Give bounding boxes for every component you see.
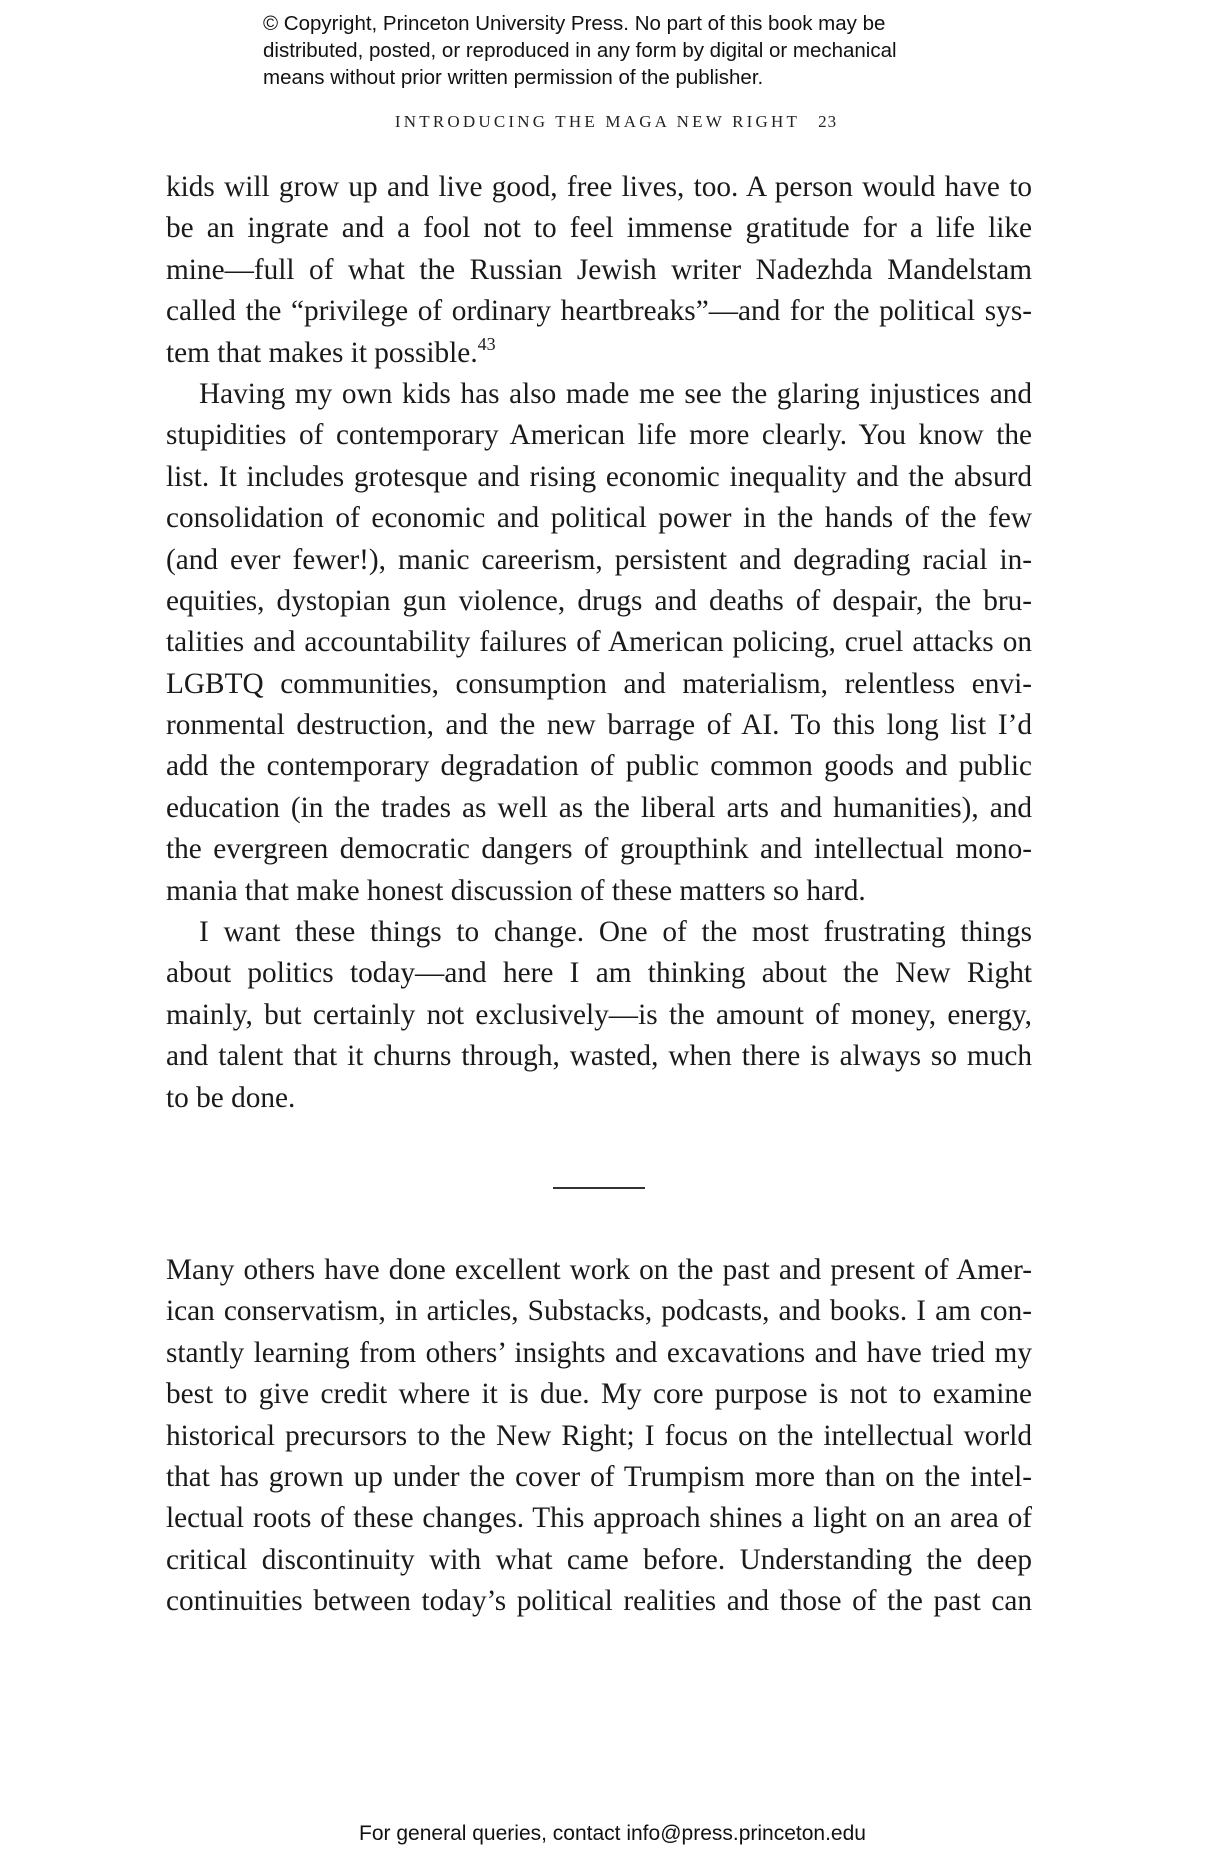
text-line: continuities between today’s political realities and those of the past can <box>166 1585 1032 1618</box>
text-line: historical precursors to the New Right; I focus on the intellectual world <box>166 1419 1032 1452</box>
text-line: kids will grow up and live good, free lives, too. A person would have to <box>166 171 1032 203</box>
text-line: and talent that it churns through, wasted, when there is always so much <box>166 1040 1032 1073</box>
main-text <box>166 167 1032 1119</box>
text-line: that has grown up under the cover of Trumpism more than on the intel- <box>166 1460 1032 1493</box>
text-line: be an ingrate and a fool not to feel immense gratitude for a life like <box>166 212 1032 245</box>
text-line-content: tem that makes it possible. <box>166 336 478 369</box>
text-line: about politics today—and here I am thinking about the New Right <box>166 957 1032 990</box>
text-line: Having my own kids has also made me see the glaring injustices and <box>199 377 1032 410</box>
text-line: consolidation of economic and political power in the hands of the few <box>166 502 1032 535</box>
copyright-line: means without prior written permission of the publisher. <box>263 66 764 89</box>
copyright-line: © Copyright, Princeton University Press. No part of this book may be <box>263 12 886 35</box>
text-line: I want these things to change. One of the most frustrating things <box>199 916 1032 949</box>
main-text <box>166 1250 1032 1623</box>
text-line: LGBTQ communities, consumption and materialism, relentless envi- <box>166 667 1032 700</box>
text-line: mainly, but certainly not exclusively—is the amount of money, energy, <box>166 998 1032 1031</box>
running-head-title: INTRODUCING THE MAGA NEW RIGHT <box>394 112 801 131</box>
text-line: to be done. <box>166 1081 296 1114</box>
page-number: 23 <box>818 112 838 131</box>
text-line <box>166 333 1032 374</box>
text-line: mine—full of what the Russian Jewish writer Nadezhda Mandelstam <box>166 253 1032 286</box>
section-break-rule <box>553 1187 645 1189</box>
text-line: add the contemporary degradation of public common goods and public <box>166 750 1032 783</box>
footnote-reference[interactable]: 43 <box>477 333 496 354</box>
paragraph <box>166 374 1032 912</box>
text-line: talities and accountability failures of American policing, cruel attacks on <box>166 626 1032 659</box>
text-line: education (in the trades as well as the liberal arts and humanities), and <box>166 791 1032 824</box>
text-line: ican conservatism, in articles, Substacks, podcasts, and books. I am con- <box>166 1295 1032 1328</box>
copyright-notice <box>263 10 1023 91</box>
text-line: stupidities of contemporary American life more clearly. You know the <box>166 419 1032 452</box>
text-line: best to give credit where it is due. My core purpose is not to examine <box>166 1378 1032 1411</box>
text-line: Many others have done excellent work on the past and present of Amer- <box>166 1254 1032 1286</box>
text-line: (and ever fewer!), manic careerism, persistent and degrading racial in- <box>166 543 1032 576</box>
text-line: critical discontinuity with what came before. Understanding the deep <box>166 1543 1032 1576</box>
text-line: lectual roots of these changes. This approach shines a light on an area of <box>166 1502 1032 1535</box>
text-line: list. It includes grotesque and rising economic inequality and the absurd <box>166 460 1032 493</box>
text-line: the evergreen democratic dangers of groupthink and intellectual mono- <box>166 833 1032 866</box>
footer-contact: For general queries, contact info@press.princeton.edu <box>359 1822 866 1845</box>
copyright-line: distributed, posted, or reproduced in any form by digital or mechanical <box>263 39 897 62</box>
text-line: called the “privilege of ordinary heartbreaks”—and for the political sys- <box>166 295 1032 328</box>
text-line: stantly learning from others’ insights and excavations and have tried my <box>166 1336 1032 1369</box>
text-line: equities, dystopian gun violence, drugs and deaths of despair, the bru- <box>166 584 1032 617</box>
paragraph <box>166 1250 1032 1623</box>
running-head <box>166 112 1066 132</box>
paragraph <box>166 912 1032 1119</box>
text-line: mania that make honest discussion of these matters so hard. <box>166 874 866 907</box>
text-line: ronmental destruction, and the new barrage of AI. To this long list I’d <box>166 709 1032 742</box>
paragraph <box>166 167 1032 374</box>
